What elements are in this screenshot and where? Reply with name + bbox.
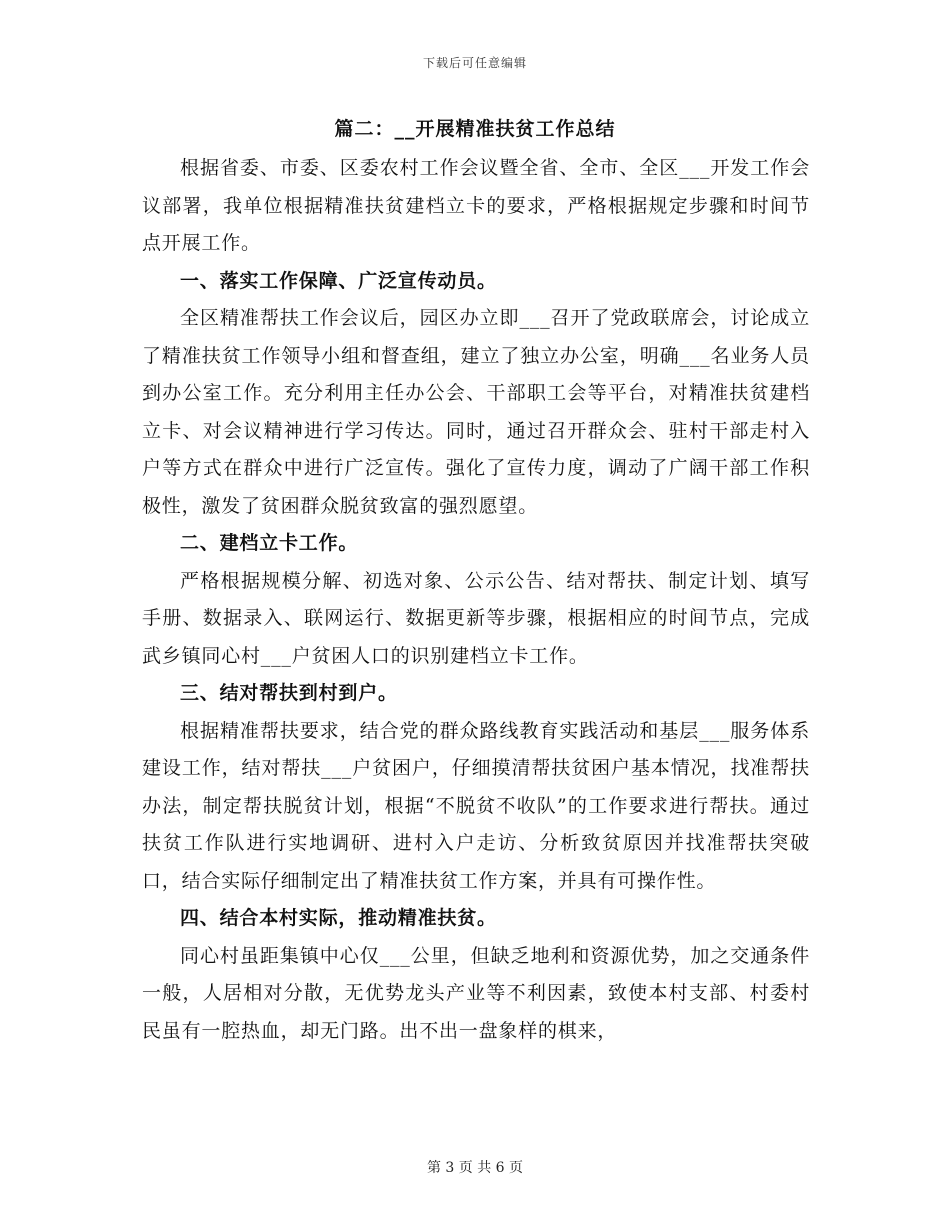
section-heading-3: 三、结对帮扶到村到户。 [180, 682, 398, 704]
section-heading-2: 二、建档立卡工作。 [180, 532, 359, 554]
section-heading-1: 一、落实工作保障、广泛宣传动员。 [180, 269, 497, 292]
section-heading-4: 四、结合本村实际，推动精准扶贫。 [180, 907, 497, 929]
paragraph-section-4: 同心村虽距集镇中心仅___公里，但缺乏地利和资源优势，加之交通条件一般，人居相对分散，无优势龙头产业等不利因素，致使本村支部、村委村民虽有一腔热血，却无门路。出不出一盘象样的棋来， [142, 944, 810, 1042]
page-indicator: 第 3 页 共 6 页 [426, 1160, 524, 1176]
paragraph-section-2: 严格根据规模分解、初选对象、公示公告、结对帮扶、制定计划、填写手册、数据录入、联网运行、数据更新等步骤，根据相应的时间节点，完成武乡镇同心村___户贫困人口的识别建档立卡工作。 [142, 569, 810, 667]
paragraph-section-1: 全区精准帮扶工作会议后，园区办立即___召开了党政联席会，讨论成立了精准扶贫工作领导小组和督查组，建立了独立办公室，明确___名业务人员到办公室工作。充分利用主任办公会、干部职工会等平台，对精准扶贫建档立卡、对会议精神进行学习传达。同时，通过召开群众会、驻村干部走村入户等方式在群众中进行广泛宣传。强化了宣传力度，调动了广阔干部工作积极性，激发了贫困群众脱贫致富的强烈愿望。 [142, 307, 810, 517]
document-body [142, 150, 810, 1050]
download-note: 下载后可任意编辑 [422, 56, 527, 70]
paragraph-intro: 根据省委、市委、区委农村工作会议暨全省、全市、全区___开发工作会议部署，我单位根据精准扶贫建档立卡的要求，严格根据规定步骤和时间节点开展工作。 [142, 157, 810, 254]
paragraph-section-3: 根据精准帮扶要求，结合党的群众路线教育实践活动和基层___服务体系建设工作，结对帮扶___户贫困户，仔细摸清帮扶贫困户基本情况，找准帮扶办法，制定帮扶脱贫计划，根据“不脱贫不收队”的工作要求进行帮扶。通过扶贫工作队进行实地调研、进村入户走访、分析致贫原因并找准帮扶突破口，结合实际仔细制定出了精准扶贫工作方案，并具有可操作性。 [142, 719, 810, 892]
document-title: 篇二：__开展精准扶贫工作总结 [334, 118, 616, 140]
